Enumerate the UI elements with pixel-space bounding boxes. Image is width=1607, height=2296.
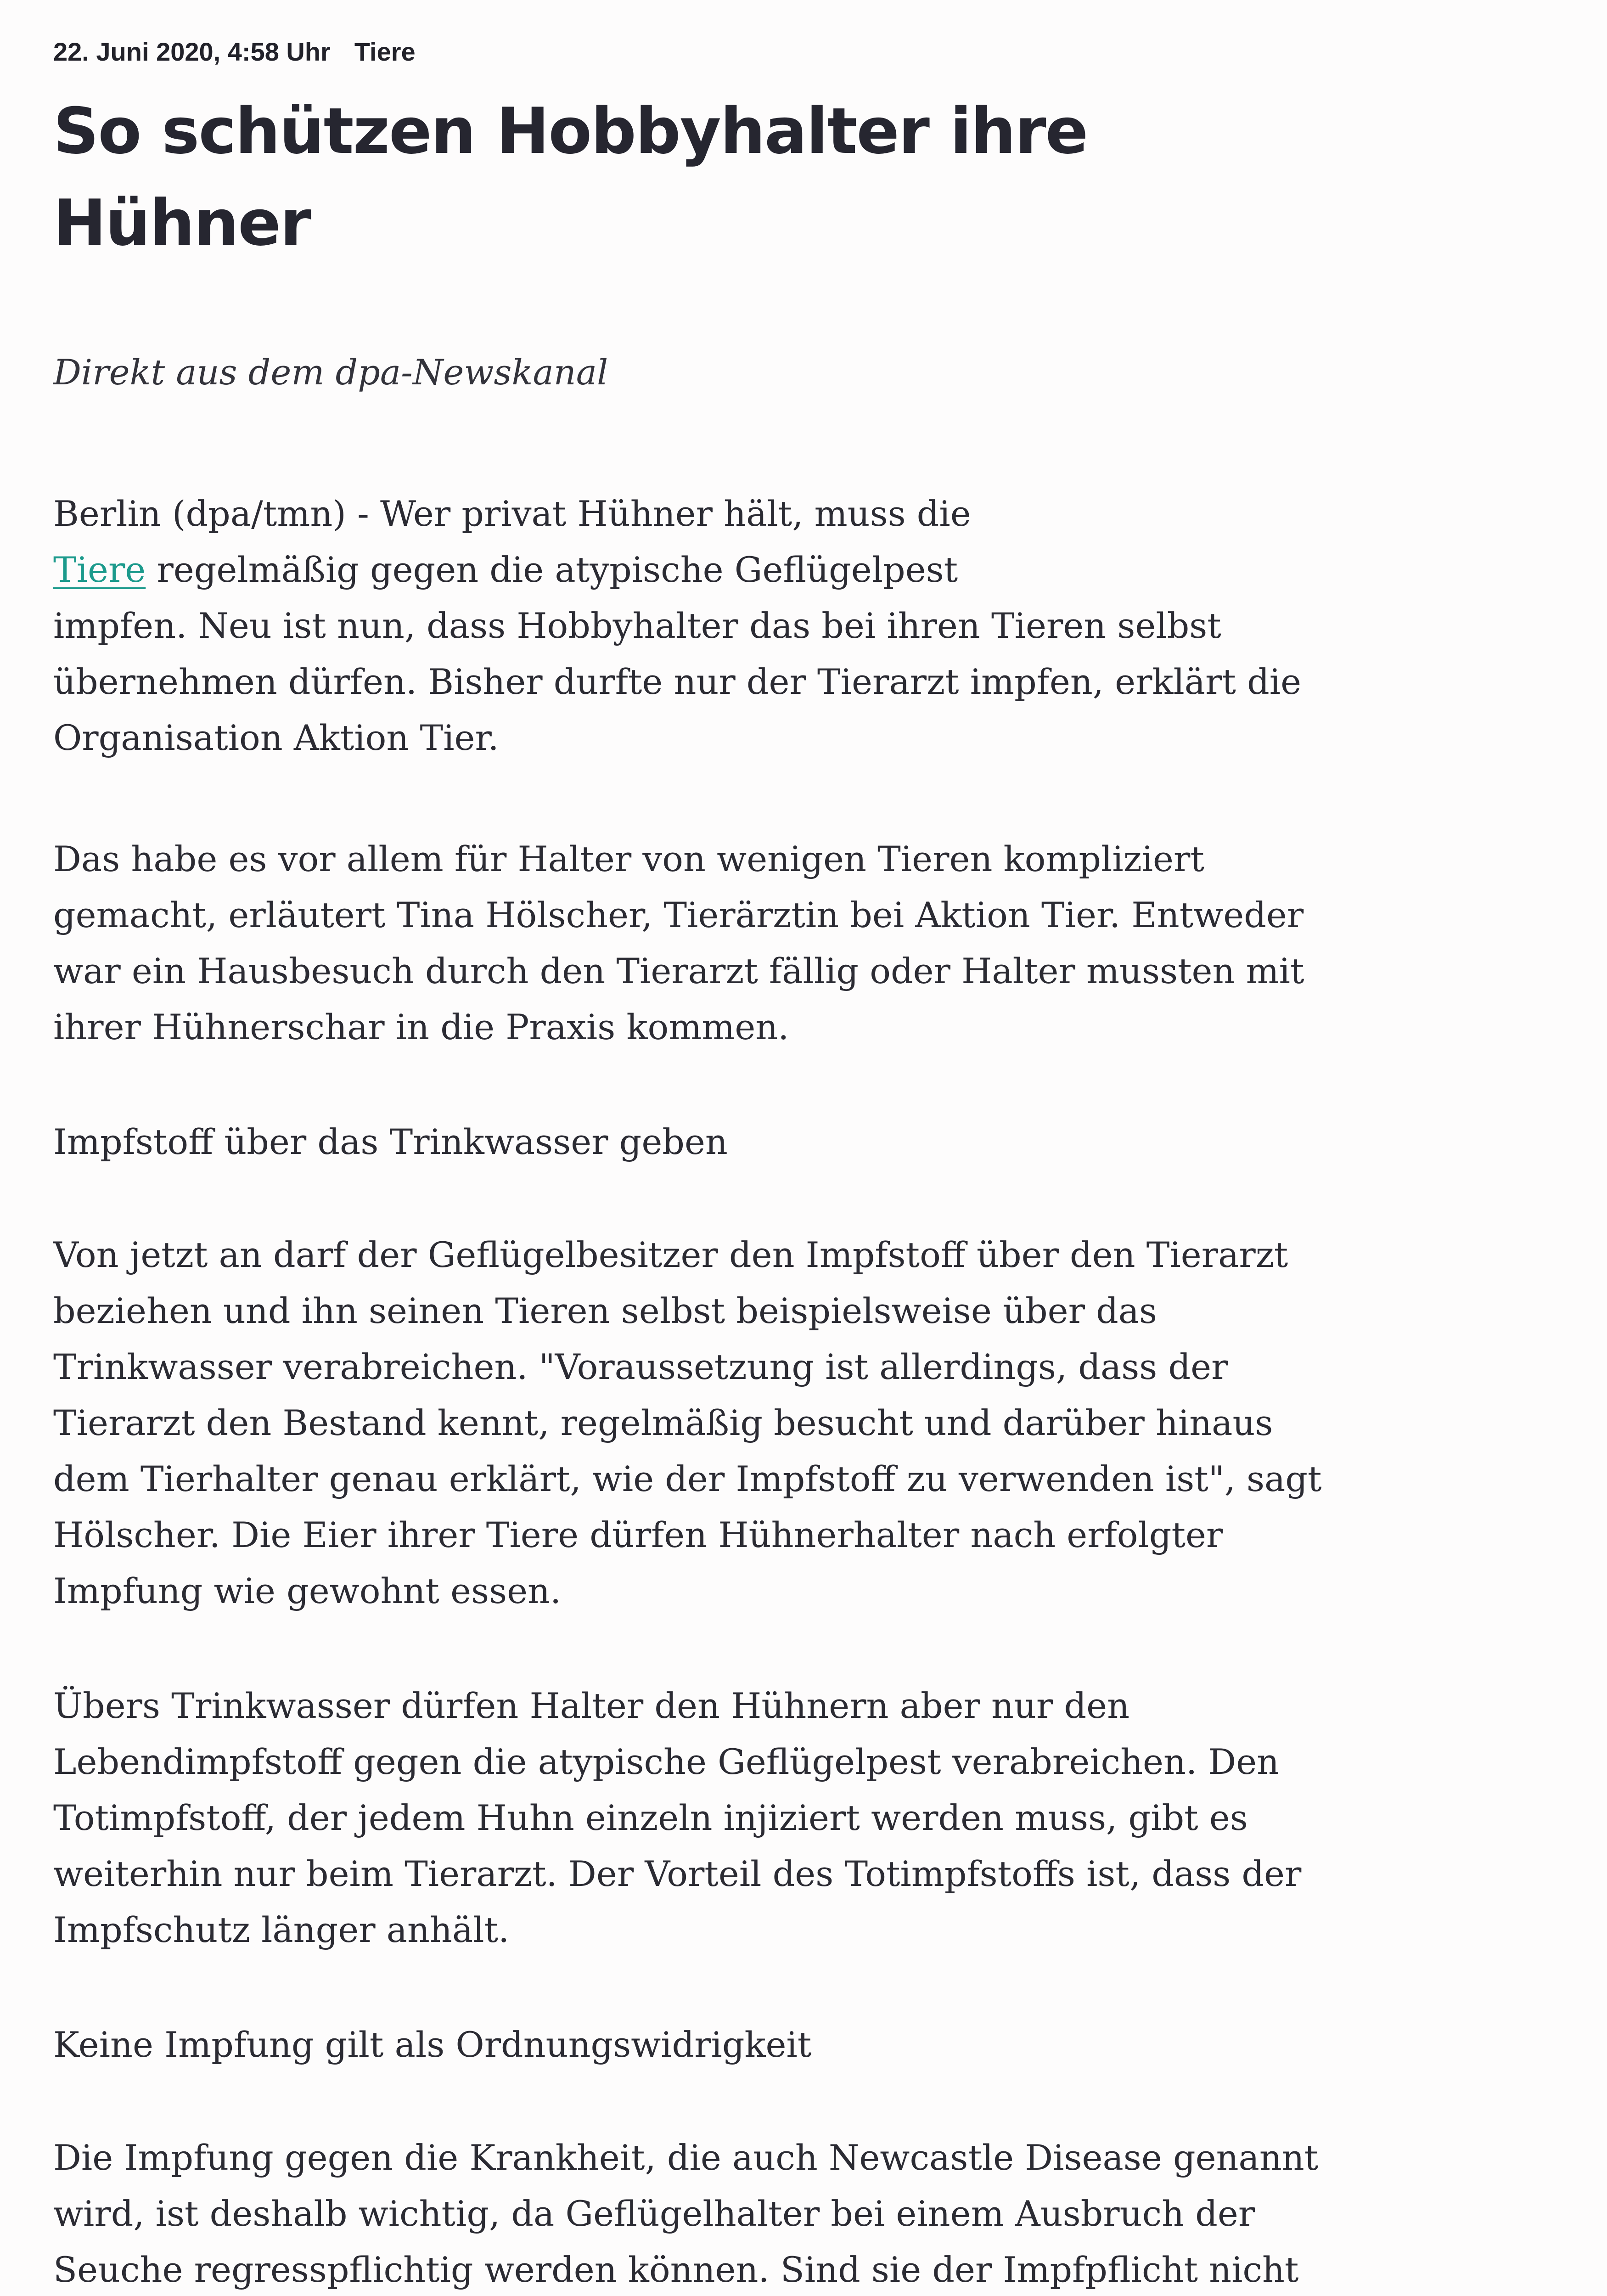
paragraph-line: Die Impfung gegen die Krankheit, die auch Newcastle Disease genannt: [53, 2137, 1319, 2178]
paragraph-line: Übers Trinkwasser dürfen Halter den Hühnern aber nur den: [53, 1685, 1130, 1726]
subheading-2: [53, 2017, 1229, 2073]
paragraph-line: weiterhin nur beim Tierarzt. Der Vorteil des Totimpfstoffs ist, dass der: [53, 1853, 1302, 1894]
paragraph-line: Impfung wie gewohnt essen.: [53, 1570, 562, 1611]
paragraph-5: [53, 2130, 1319, 2296]
intro-line: Organisation Aktion Tier.: [53, 717, 499, 758]
paragraph-line: Von jetzt an darf der Geflügelbesitzer den Impfstoff über den Tierarzt: [53, 1234, 1288, 1275]
intro-line: [53, 542, 1229, 598]
intro-line-rest: regelmäßig gegen die atypische Geflügelpest: [146, 549, 958, 590]
paragraph-4: [53, 1678, 1302, 1958]
source-note: Direkt aus dem dpa-Newskanal: [53, 352, 608, 393]
paragraph-line: Trinkwasser verabreichen. "Voraussetzung ist allerdings, dass der: [53, 1346, 1228, 1387]
category-tag[interactable]: Tiere: [354, 37, 416, 66]
subheading-text: Keine Impfung gilt als Ordnungswidrigkeit: [53, 2024, 812, 2065]
paragraph-line: dem Tierhalter genau erklärt, wie der Impfstoff zu verwenden ist", sagt: [53, 1458, 1322, 1499]
paragraph-3: [53, 1227, 1322, 1619]
intro-line: Berlin (dpa/tmn) - Wer privat Hühner hält, muss die: [53, 493, 971, 534]
subheading-text: Impfstoff über das Trinkwasser geben: [53, 1121, 728, 1162]
paragraph-line: Impfschutz länger anhält.: [53, 1909, 510, 1950]
intro-paragraph: [53, 486, 1302, 766]
paragraph-line: Totimpfstoff, der jedem Huhn einzeln injiziert werden muss, gibt es: [53, 1797, 1248, 1838]
paragraph-line: ihrer Hühnerschar in die Praxis kommen.: [53, 1007, 789, 1047]
paragraph-line: gemacht, erläutert Tina Hölscher, Tierärztin bei Aktion Tier. Entweder: [53, 895, 1304, 935]
paragraph-line: Seuche regresspflichtig werden können. Sind sie der Impfpflicht nicht: [53, 2249, 1299, 2290]
article-title: So schützen Hobbyhalter ihre Hühner: [53, 94, 1088, 260]
paragraph-line: beziehen und ihn seinen Tieren selbst beispielsweise über das: [53, 1290, 1157, 1331]
intro-line: impfen. Neu ist nun, dass Hobbyhalter das bei ihren Tieren selbst: [53, 605, 1221, 646]
paragraph-line: Hölscher. Die Eier ihrer Tiere dürfen Hühnerhalter nach erfolgter: [53, 1514, 1223, 1555]
intro-line: übernehmen dürfen. Bisher durfte nur der Tierarzt impfen, erklärt die: [53, 661, 1302, 702]
publish-date: 22. Juni 2020, 4:58 Uhr: [53, 37, 331, 66]
paragraph-2: [53, 831, 1304, 1055]
paragraph-line: wird, ist deshalb wichtig, da Geflügelhalter bei einem Ausbruch der: [53, 2193, 1255, 2234]
subheading-1: [53, 1114, 1229, 1170]
article-meta: [53, 37, 416, 67]
tiere-link[interactable]: Tiere: [53, 549, 146, 590]
paragraph-line: Tierarzt den Bestand kennt, regelmäßig besucht und darüber hinaus: [53, 1402, 1273, 1443]
paragraph-line: war ein Hausbesuch durch den Tierarzt fällig oder Halter mussten mit: [53, 951, 1304, 991]
paragraph-line: Lebendimpfstoff gegen die atypische Geflügelpest verabreichen. Den: [53, 1741, 1280, 1782]
paragraph-line: Das habe es vor allem für Halter von wenigen Tieren kompliziert: [53, 838, 1204, 879]
